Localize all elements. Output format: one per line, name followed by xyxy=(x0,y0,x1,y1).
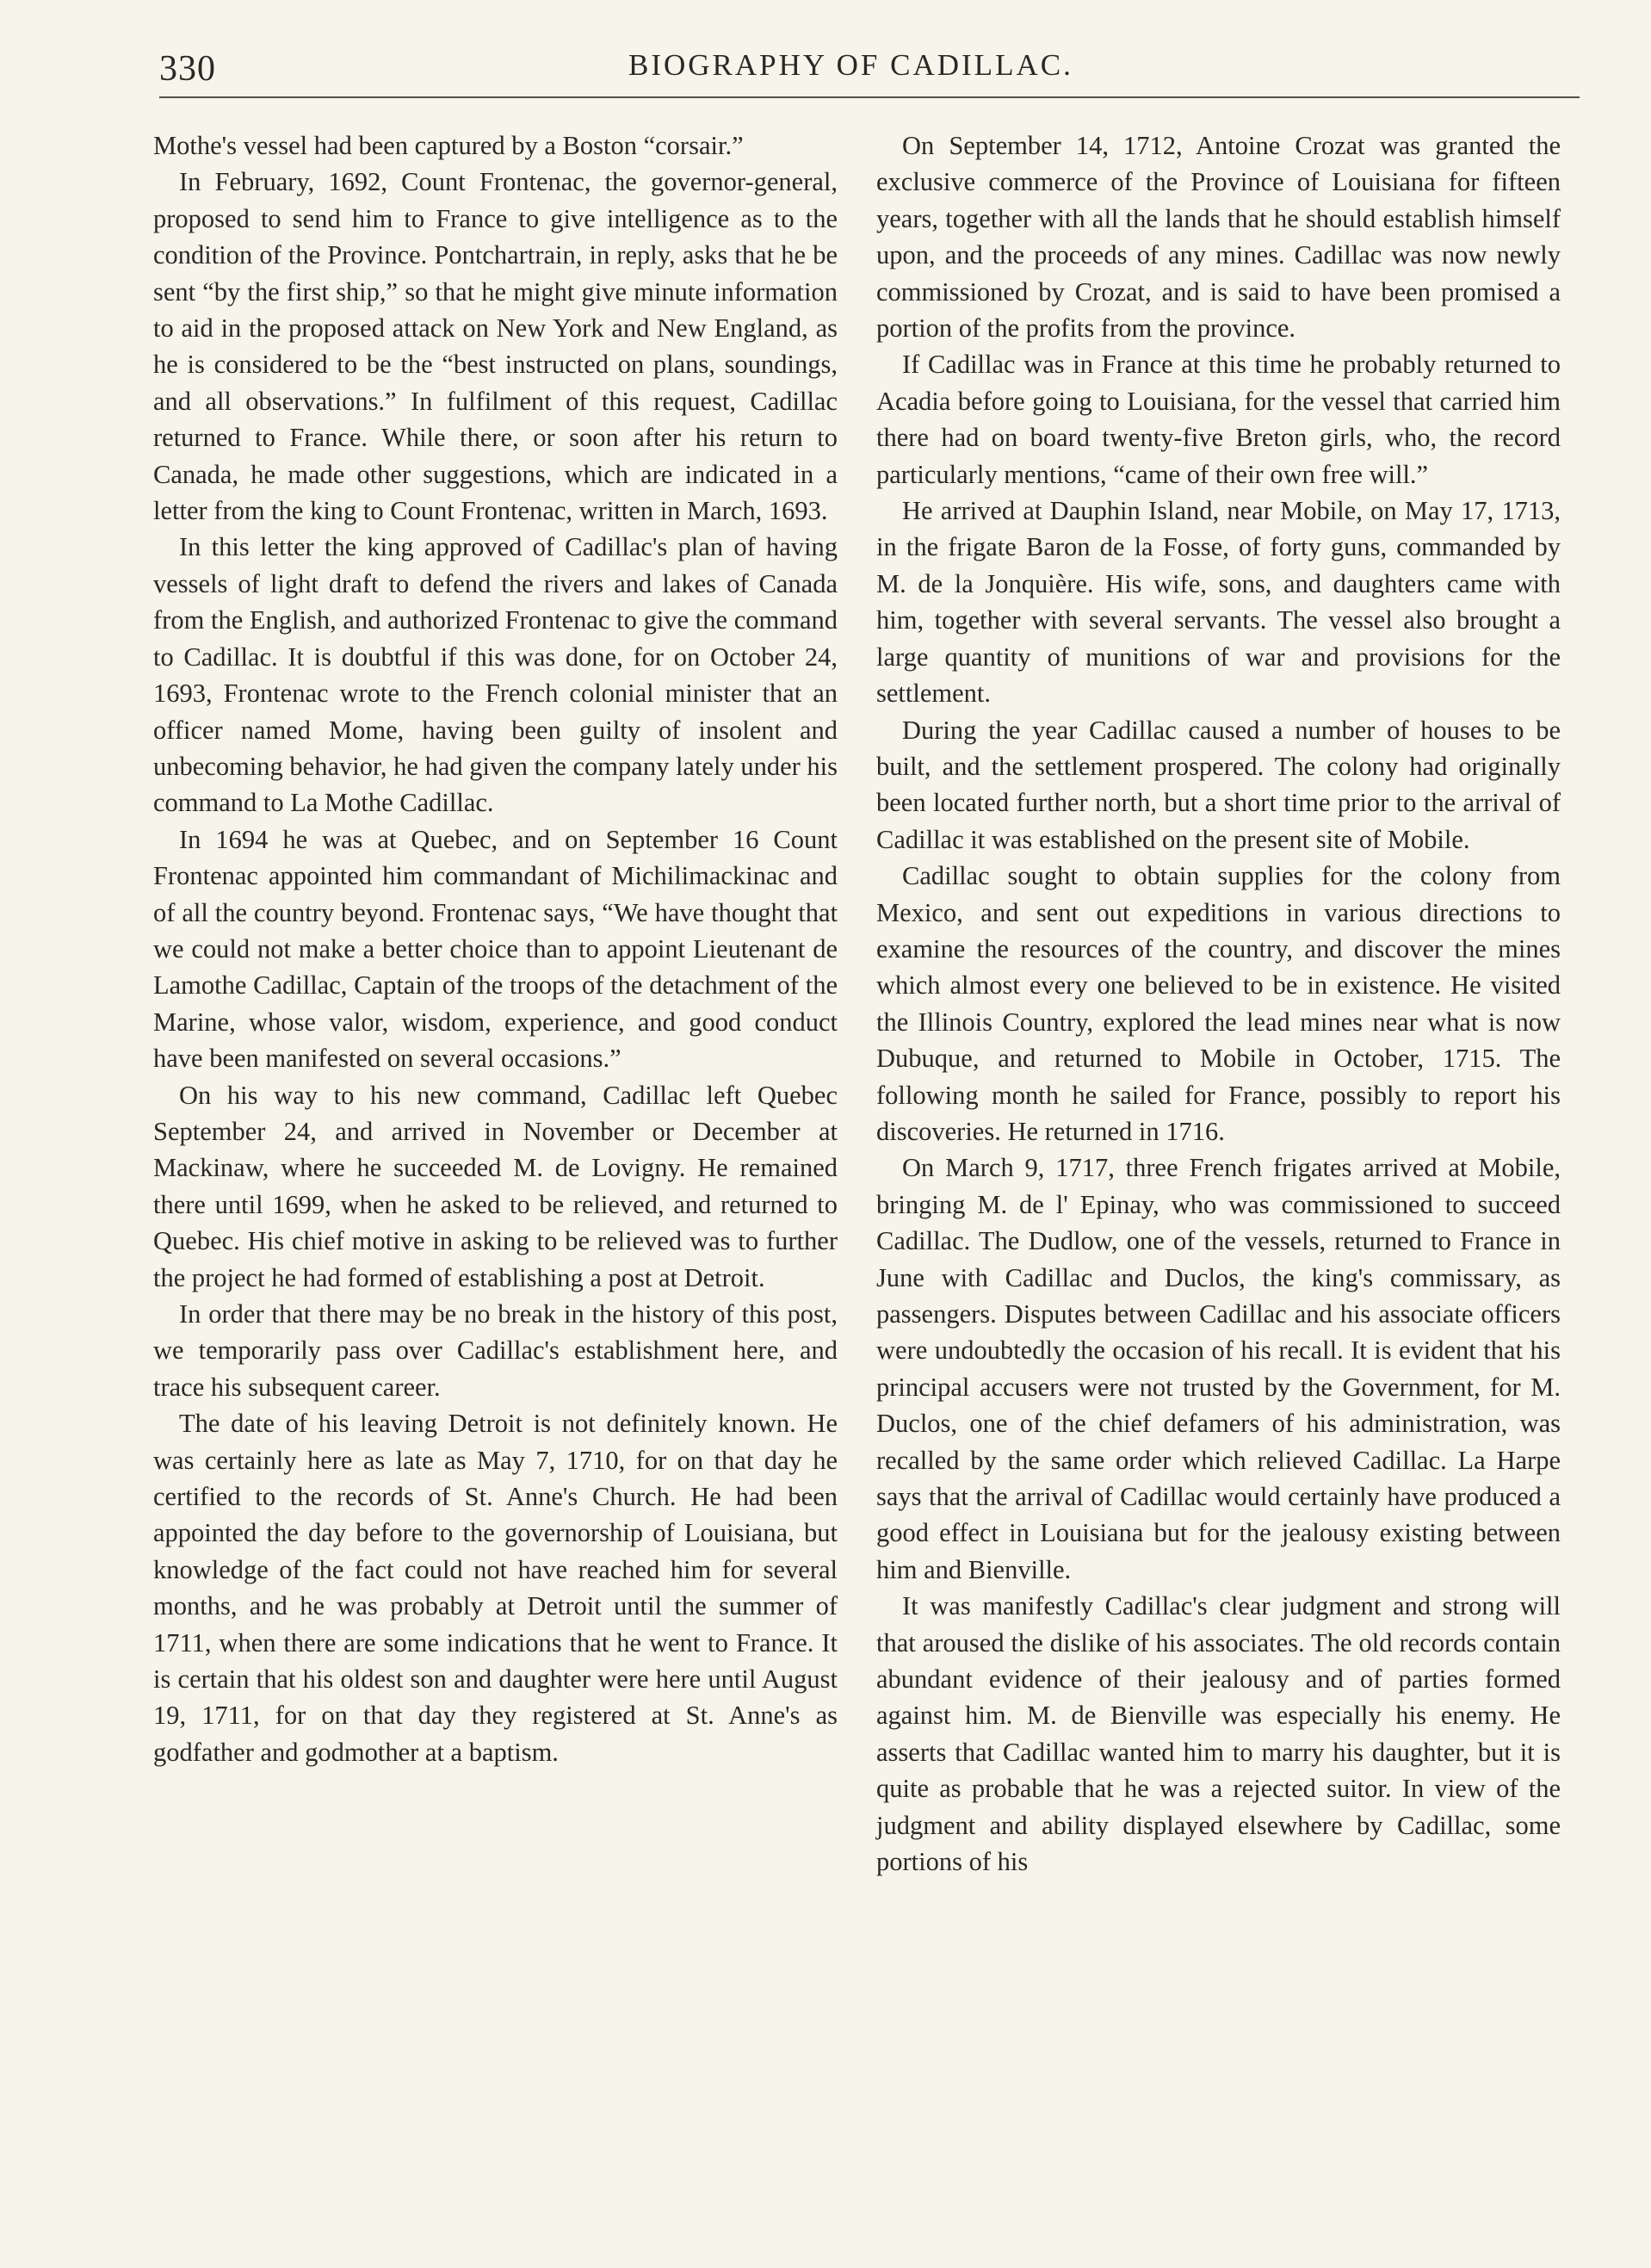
paragraph: The date of his leaving Detroit is not definitely known. He was certainly here as late as May 7, 1710, for on that day he certified to the records of St. Anne's Church. He had been appointed the day before to the governorship of Louisiana, but knowledge of the fact could not have reached him for several months, and he was probably at Detroit until the summer of 1711, when there are some indications that he went to France. It is certain that his oldest son and daughter were here until August 19, 1711, for on that day they registered at St. Anne's as godfather and godmother at a baptism. xyxy=(153,1409,838,1767)
paragraph: On September 14, 1712, Antoine Crozat was granted the exclusive commerce of the Province of Louisiana for fifteen years, together with all the lands that he should establish himself upon, and the proceeds of any mines. Cadillac was now newly commissioned by Crozat, and is said to have been promised a portion of the profits from the province. xyxy=(876,131,1561,344)
page-number: 330 xyxy=(159,49,216,89)
paragraph: If Cadillac was in France at this time he probably returned to Acadia before going to Louisiana, for the vessel that carried him there had on board twenty-five Breton girls, who, the record particularly mentions, “came of their own free will.” xyxy=(876,350,1561,489)
header-rule xyxy=(159,96,1580,98)
paragraph: On March 9, 1717, three French frigates arrived at Mobile, bringing M. de l' Epinay, who was commissioned to succeed Cadillac. The Dudlow, one of the vessels, returned to France in June with Cadillac and Duclos, the king's commissary, as passengers. Disputes between Cadillac and his associate officers were undoubtedly the occasion of his recall. It is evident that his principal accusers were not trusted by the Government, for M. Duclos, one of the chief defamers of his administration, was recalled by the same order which relieved Cadillac. La Harpe says that the arrival of Cadillac would certainly have produced a good effect in Louisiana but for the jealousy existing between him and Bienville. xyxy=(876,1153,1561,1584)
paragraph: Mothe's vessel had been captured by a Boston “corsair.” xyxy=(153,131,744,160)
paragraph: In this letter the king approved of Cadillac's plan of having vessels of light draft to defend the rivers and lakes of Canada from the English, and authorized Frontenac to give the command to Cadillac. It is doubtful if this was done, for on October 24, 1693, Frontenac wrote to the French colonial minister that an officer named Mome, having been guilty of insolent and unbecoming behavior, he had given the company lately under his command to La Mothe Cadillac. xyxy=(153,532,838,818)
paragraph: It was manifestly Cadillac's clear judgment and strong will that aroused the dislike of his associates. The old records contain abundant evidence of their jealousy and of parties formed against him. M. de Bienville was especially his enemy. He asserts that Cadillac wanted him to marry his daughter, but it is quite as probable that he was a rejected suitor. In view of the judgment and ability displayed elsewhere by Cadillac, some portions of his xyxy=(876,1591,1561,1877)
paragraph: In order that there may be no break in the history of this post, we temporarily pass over Cadillac's establishment here, and trace his subsequent career. xyxy=(153,1299,838,1402)
running-title: BIOGRAPHY OF CADILLAC. xyxy=(628,48,1073,82)
left-column xyxy=(153,127,838,1770)
paragraph: In February, 1692, Count Frontenac, the governor-general, proposed to send him to France to give intelligence as to the condition of the Province. Pontchartrain, in reply, asks that he be sent “by the first ship,” so that he might give minute information to aid in the proposed attack on New York and New England, as he is considered to be the “best instructed on plans, soundings, and all observations.” In fulfilment of this request, Cadillac returned to France. While there, or soon after his return to Canada, he made other suggestions, which are indicated in a letter from the king to Count Frontenac, written in March, 1693. xyxy=(153,167,838,526)
right-column xyxy=(876,127,1561,1881)
paragraph: During the year Cadillac caused a number of houses to be built, and the settlement prospered. The colony had originally been located further north, but a short time prior to the arrival of Cadillac it was established on the present site of Mobile. xyxy=(876,715,1561,854)
paragraph: In 1694 he was at Quebec, and on September 16 Count Frontenac appointed him commandant of Michilimackinac and of all the country beyond. Frontenac says, “We have thought that we could not make a better choice than to appoint Lieutenant de Lamothe Cadillac, Captain of the troops of the detachment of the Marine, whose valor, wisdom, experience, and good conduct have been manifested on several occasions.” xyxy=(153,824,838,1074)
page-header xyxy=(159,43,1580,95)
paragraph: On his way to his new command, Cadillac left Quebec September 24, and arrived in November or December at Mackinaw, where he succeeded M. de Lovigny. He remained there until 1699, when he asked to be relieved, and returned to Quebec. His chief motive in asking to be relieved was to further the project he had formed of establishing a post at Detroit. xyxy=(153,1080,838,1292)
paragraph: Cadillac sought to obtain supplies for the colony from Mexico, and sent out expeditions in various directions to examine the resources of the country, and discover the mines which almost every one believed to be in existence. He visited the Illinois Country, explored the lead mines near what is now Dubuque, and returned to Mobile in October, 1715. The following month he sailed for France, possibly to report his discoveries. He returned in 1716. xyxy=(876,861,1561,1146)
paragraph: He arrived at Dauphin Island, near Mobile, on May 17, 1713, in the frigate Baron de la Fosse, of forty guns, commanded by M. de la Jonquière. His wife, sons, and daughters came with him, together with several servants. The vessel also brought a large quantity of munitions of war and provisions for the settlement. xyxy=(876,496,1561,709)
